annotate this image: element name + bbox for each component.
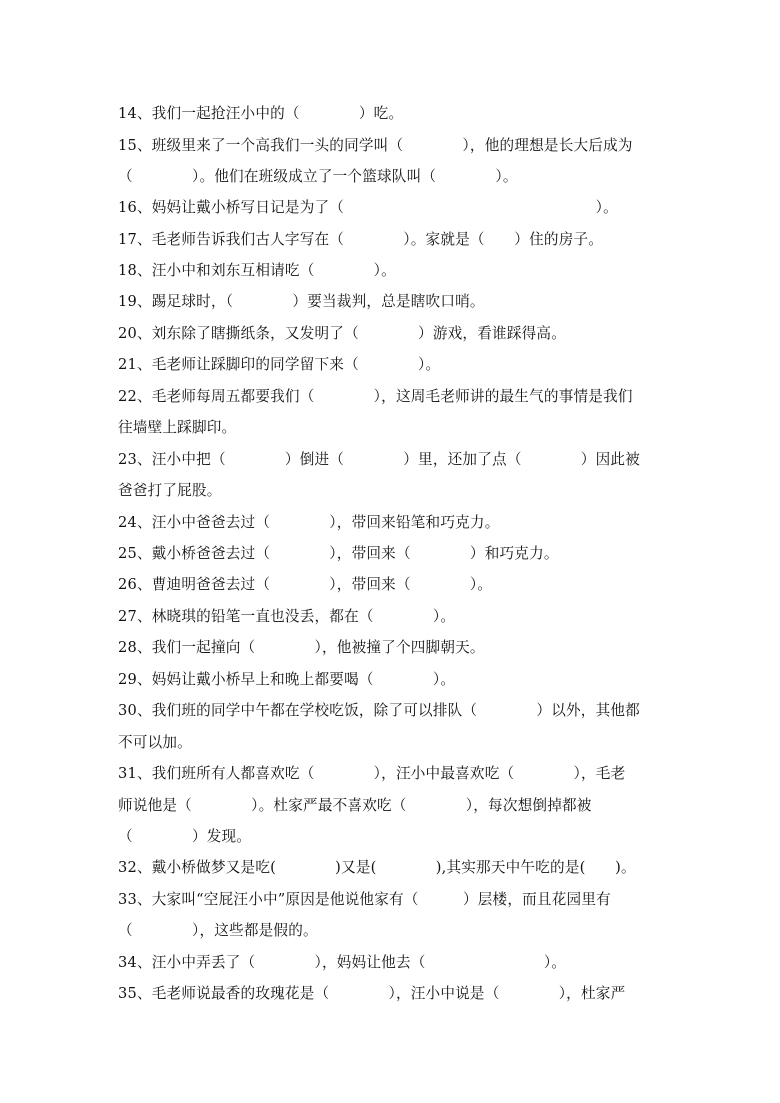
- question-31-line-3: （ ）发现。: [118, 828, 252, 845]
- question-29: 29、妈妈让戴小桥早上和晚上都要喝（ ）。: [118, 671, 456, 688]
- question-22-line-1: 22、毛老师每周五都要我们（ ），这周毛老师讲的最生气的事情是我们: [118, 388, 633, 405]
- question-34: 34、汪小中弄丢了（ ），妈妈让他去（ ）。: [118, 954, 567, 971]
- question-23-line-1: 23、汪小中把（ ）倒进（ ）里，还加了点（ ）因此被: [118, 451, 640, 468]
- question-30-line-2: 不可以加。: [118, 734, 192, 751]
- question-18: 18、汪小中和刘东互相请吃（ ）。: [118, 262, 396, 279]
- question-19: 19、踢足球时，（ ）要当裁判，总是瞎吹口哨。: [118, 293, 485, 310]
- question-20: 20、刘东除了瞎撕纸条，又发明了（ ）游戏，看谁踩得高。: [118, 325, 566, 342]
- question-22-line-2: 往墙壁上踩脚印。: [118, 419, 237, 436]
- question-23-line-2: 爸爸打了屁股。: [118, 482, 222, 499]
- question-33-line-2: （ ），这些都是假的。: [118, 922, 318, 939]
- question-32: 32、戴小桥做梦又是吃( )又是( ),其实那天中午吃的是( )。: [118, 859, 636, 876]
- question-28: 28、我们一起撞向（ ），他被撞了个四脚朝天。: [118, 639, 485, 656]
- question-16: 16、妈妈让戴小桥写日记是为了（ ）。: [118, 199, 618, 216]
- question-26: 26、曹迪明爸爸去过（ ），带回来（ ）。: [118, 576, 493, 593]
- question-27: 27、林晓琪的铅笔一直也没丢，都在（ ）。: [118, 608, 456, 625]
- question-15-line-2: （ ）。他们在班级成立了一个篮球队叫（ ）。: [118, 168, 518, 185]
- question-30-line-1: 30、我们班的同学中午都在学校吃饭，除了可以排队（ ）以外，其他都: [118, 702, 640, 719]
- question-17: 17、毛老师告诉我们古人字写在（ ）。家就是（ ）住的房子。: [118, 231, 604, 248]
- question-24: 24、汪小中爸爸去过（ ），带回来铅笔和巧克力。: [118, 514, 500, 531]
- question-35: 35、毛老师说最香的玫瑰花是（ ），汪小中说是（ ），杜家严: [118, 985, 626, 1002]
- question-25: 25、戴小桥爸爸去过（ ），带回来（ ）和巧克力。: [118, 545, 559, 562]
- question-21: 21、毛老师让踩脚印的同学留下来（ ）。: [118, 356, 441, 373]
- question-14: 14、我们一起抢汪小中的（ ）吃。: [118, 105, 404, 122]
- question-31-line-2: 师说他是（ ）。杜家严最不喜欢吃（ ），每次想倒掉都被: [118, 797, 592, 814]
- question-31-line-1: 31、我们班所有人都喜欢吃（ ），汪小中最喜欢吃（ ），毛老: [118, 765, 626, 782]
- question-33-line-1: 33、大家叫“空屁汪小中”原因是他说他家有（ ）层楼，而且花园里有: [118, 891, 611, 908]
- question-15-line-1: 15、班级里来了一个高我们一头的同学叫（ ），他的理想是长大后成为: [118, 137, 633, 154]
